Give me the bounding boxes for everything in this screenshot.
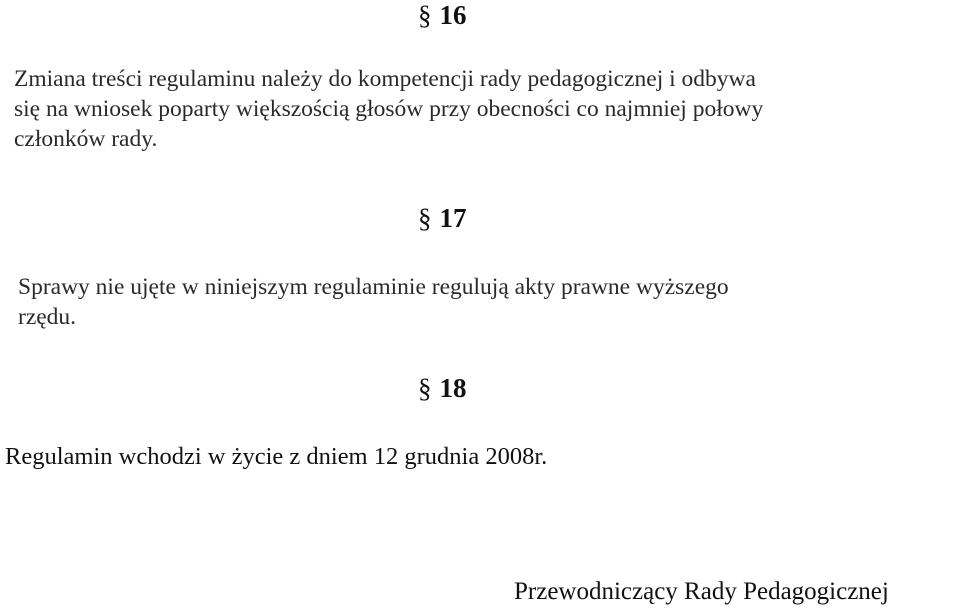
section-18-heading: [418, 375, 467, 402]
section-17-text: [18, 272, 729, 332]
section-sign-icon: §: [418, 373, 432, 403]
section-sign-icon: §: [418, 0, 432, 30]
section-sign-icon: §: [418, 203, 432, 233]
text-line: Sprawy nie ujęte w niniejszym regulaminie regulują akty prawne wyższego: [18, 274, 729, 300]
section-number: 17: [439, 203, 467, 233]
section-18-text: [5, 442, 547, 472]
text-line: Regulamin wchodzi w życie z dniem 12 grudnia 2008r.: [5, 443, 548, 470]
section-number: 18: [439, 373, 467, 403]
text-line: rzędu.: [18, 304, 77, 330]
text-line: Zmiana treści regulaminu należy do kompetencji rady pedagogicznej i odbywa: [14, 66, 756, 92]
section-16-heading: [418, 2, 467, 29]
section-17-heading: [418, 205, 467, 232]
section-number: 16: [439, 0, 467, 30]
text-line: się na wniosek poparty większością głosów przy obecności co najmniej połowy: [14, 96, 764, 122]
signature-line: Przewodniczący Rady Pedagogicznej: [514, 578, 889, 605]
text-line: członków rady.: [14, 126, 158, 152]
section-16-text: [14, 64, 763, 154]
